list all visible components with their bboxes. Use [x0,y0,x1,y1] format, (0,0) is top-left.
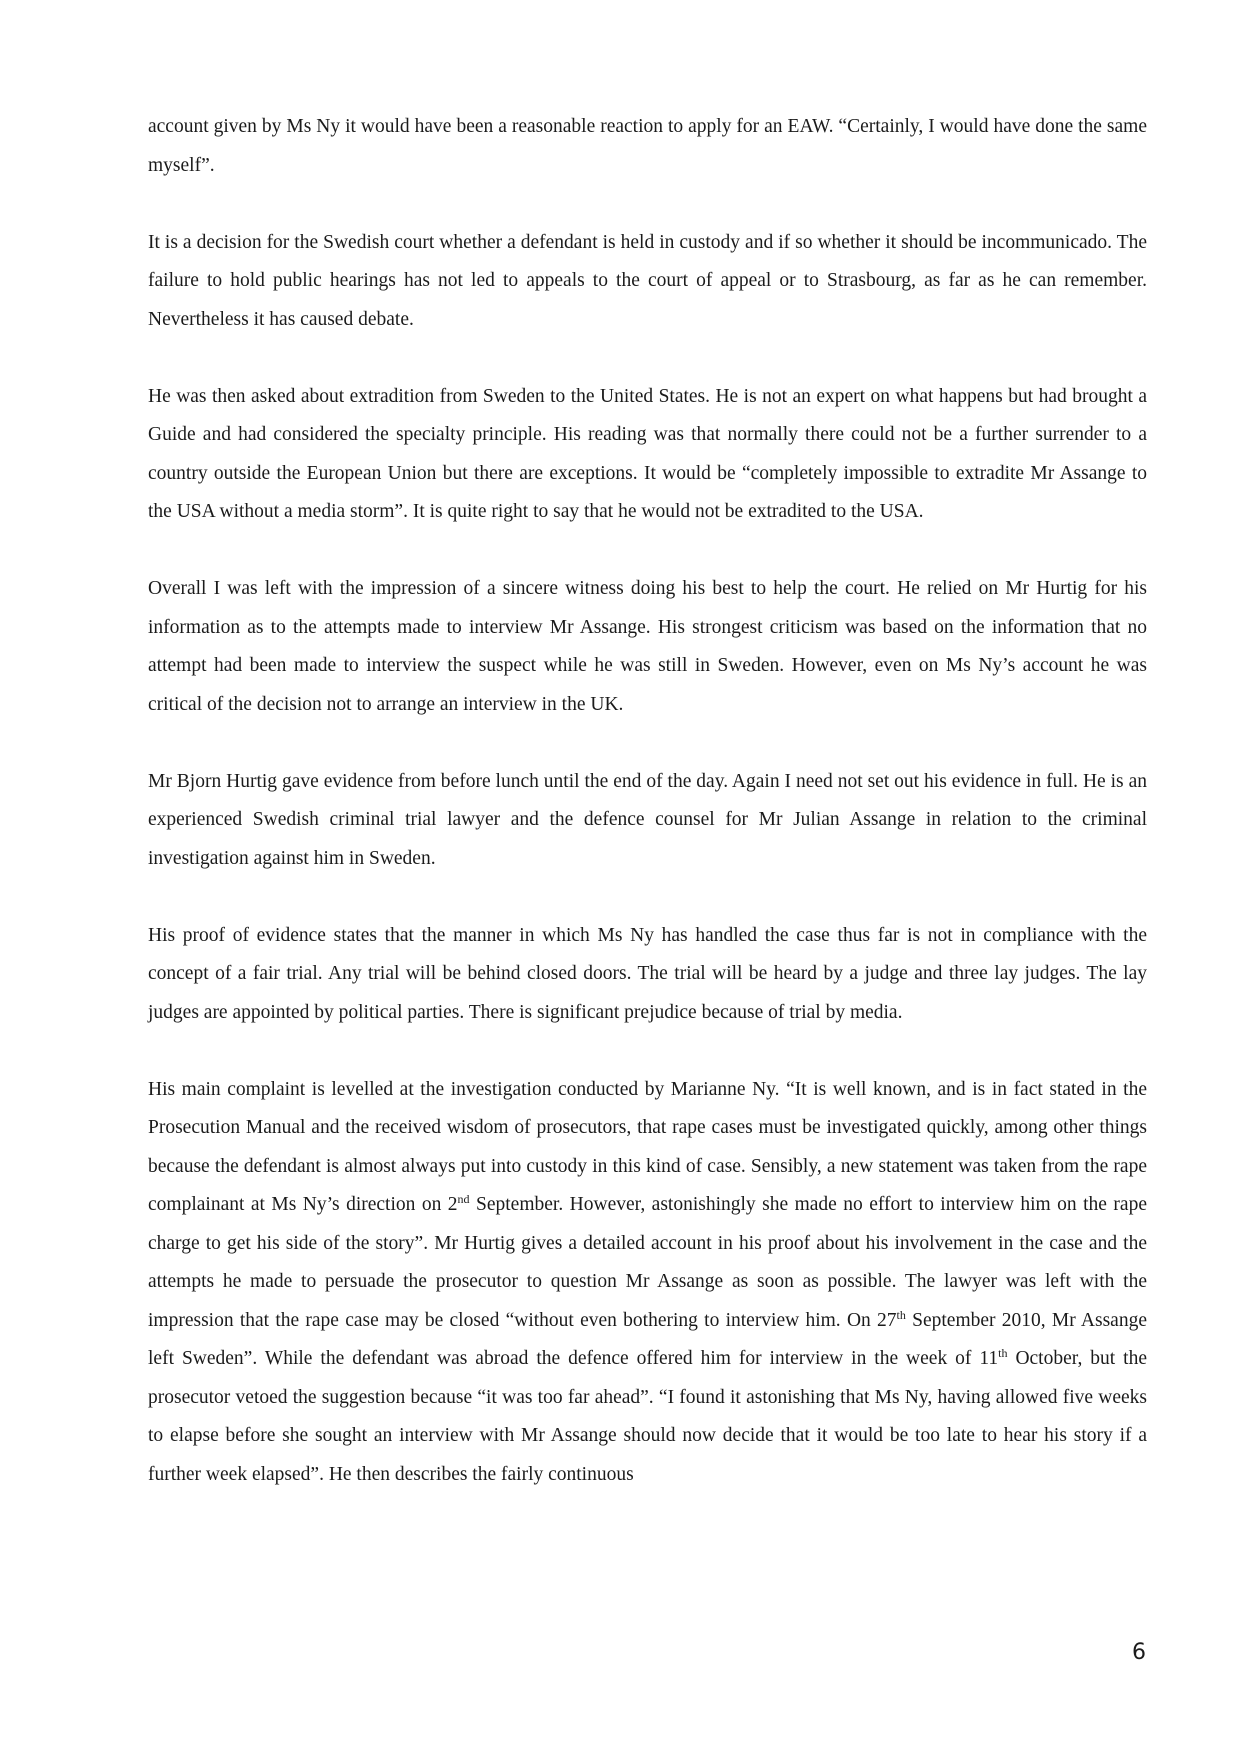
superscript: th [998,1346,1008,1360]
body-paragraph [148,108,1147,185]
text-run: He was then asked about extradition from Sweden to the United States. He is not an expert on what happens but had brought a Guide and had considered the specialty principle. His reading was that normally there could not be a further surrender to a country outside the European Union but there are exceptions. It would be “completely impossible to extradite Mr Assange to the USA without a media storm”. It is quite right to say that he would not be extradited to the USA. [148,385,1147,522]
document-page [148,108,1147,1533]
text-run: His proof of evidence states that the manner in which Ms Ny has handled the case thus far is not in compliance with the concept of a fair trial. Any trial will be behind closed doors. The trial will be heard by a judge and three lay judges. The lay judges are appointed by political parties. There is significant prejudice because of trial by media. [148,924,1147,1023]
text-run: Mr Bjorn Hurtig gave evidence from before lunch until the end of the day. Again I need not set out his evidence in full. He is an experienced Swedish criminal trial lawyer and the defence counsel for Mr Julian Assange in relation to the criminal investigation against him in Sweden. [148,770,1147,869]
text-run: His main complaint is levelled at the investigation conducted by Marianne Ny. “It is well known, and is in fact stated in the Prosecution Manual and the received wisdom of prosecutors, that rape cases must be investigated quickly, among other things because the defendant is almost always put into custody in this kind of case. Sensibly, a new statement was taken from the rape complainant at Ms Ny’s direction on 2 [148,1078,1147,1215]
superscript: nd [457,1192,470,1206]
body-paragraph [148,378,1147,532]
text-run: September 2010, Mr Assange left Sweden”. While the defendant was abroad the defence offered him for interview in the week of 11 [148,1309,1147,1369]
text-run: account given by Ms Ny it would have been a reasonable reaction to apply for an EAW. “Certainly, I would have done the same myself”. [148,116,1147,176]
text-run: It is a decision for the Swedish court whether a defendant is held in custody and if so whether it should be incommunicado. The failure to hold public hearings has not led to appeals to the court of appeal or to Strasbourg, as far as he can remember. Nevertheless it has caused debate. [148,231,1147,330]
body-paragraph [148,917,1147,1033]
text-run: Overall I was left with the impression of a sincere witness doing his best to help the court. He relied on Mr Hurtig for his information as to the attempts made to interview Mr Assange. His strongest criticism was based on the information that no attempt had been made to interview the suspect while he was still in Sweden. However, even on Ms Ny’s account he was critical of the decision not to arrange an interview in the UK. [148,578,1147,715]
text-run: September. However, astonishingly she made no effort to interview him on the rape charge to get his side of the story”. Mr Hurtig gives a detailed account in his proof about his involvement in the case and the attempts he made to persuade the prosecutor to question Mr Assange as soon as possible. The lawyer was left with the impression that the rape case may be closed “without even bothering to interview him. On 27 [148,1194,1147,1331]
superscript: th [896,1307,906,1322]
body-paragraph [148,763,1147,879]
body-paragraph [148,570,1147,724]
body-paragraph [148,224,1147,340]
body-paragraph [148,1071,1147,1495]
page-number: 6 [1132,1640,1146,1665]
text-run: October, but the prosecutor vetoed the suggestion because “it was too far ahead”. “I found it astonishing that Ms Ny, having allowed five weeks to elapse before she sought an interview with Mr Assange should now decide that it would be too late to hear his story if a further week elapsed”. He then describes the fairly continuous [148,1348,1147,1485]
body-text [148,108,1147,1494]
